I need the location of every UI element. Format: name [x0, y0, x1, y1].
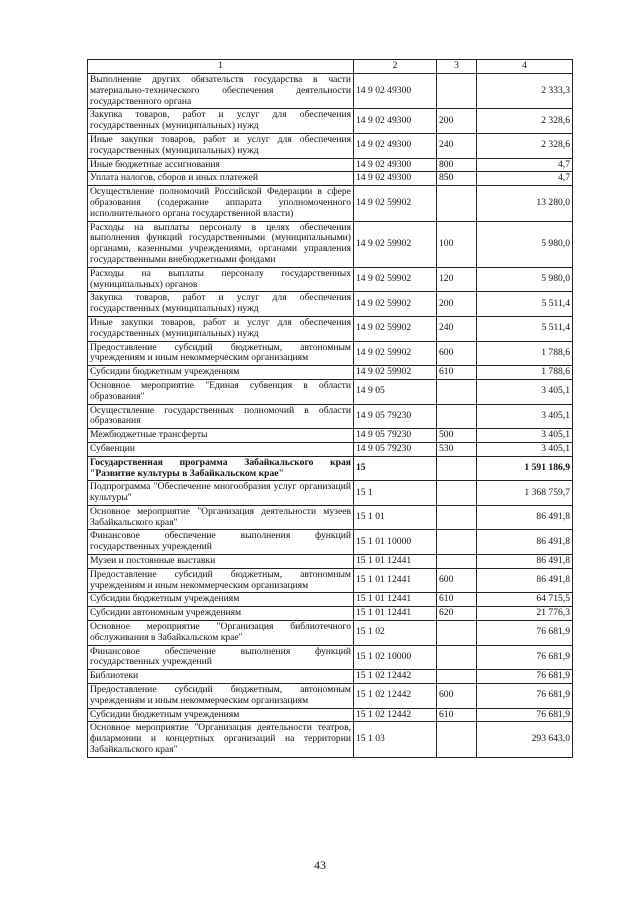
- row-type-cell: 600: [437, 341, 477, 366]
- row-type-cell: 620: [437, 607, 477, 621]
- row-name-cell: Иные закупки товаров, работ и услуг для обеспечения государственных (муниципальных) нужд: [88, 316, 354, 341]
- header-col-1: 1: [88, 60, 354, 74]
- row-code-cell: 14 9 05 79230: [354, 442, 437, 456]
- table-row: [88, 607, 573, 621]
- row-code-cell: 14 9 02 59902: [354, 366, 437, 380]
- row-sum-cell: 3 405,1: [477, 404, 573, 429]
- row-name-cell: Субсидии автономным учреждениям: [88, 607, 354, 621]
- row-sum-cell: 76 681,9: [477, 645, 573, 670]
- row-sum-cell: 76 681,9: [477, 708, 573, 722]
- table-row: [88, 172, 573, 186]
- row-sum-cell: 1 788,6: [477, 341, 573, 366]
- row-sum-cell: 5 980,0: [477, 221, 573, 267]
- row-sum-cell: 76 681,9: [477, 621, 573, 646]
- row-type-cell: 600: [437, 684, 477, 709]
- row-name-cell: Субсидии бюджетным учреждениям: [88, 593, 354, 607]
- row-type-cell: 850: [437, 172, 477, 186]
- row-code-cell: 14 9 02 59902: [354, 341, 437, 366]
- table-row: [88, 442, 573, 456]
- row-name-cell: Музеи и постоянные выставки: [88, 555, 354, 569]
- row-name-cell: Предоставление субсидий бюджетным, автономным учреждениям и иным некоммерческим организациям: [88, 568, 354, 593]
- table-row: [88, 316, 573, 341]
- row-code-cell: 14 9 02 49300: [354, 109, 437, 134]
- row-name-cell: Подпрограмма "Обеспечение многообразия услуг организаций культуры": [88, 481, 354, 506]
- row-code-cell: 15 1 01 10000: [354, 530, 437, 555]
- row-code-cell: 15 1 01 12441: [354, 593, 437, 607]
- table-row: [88, 481, 573, 506]
- budget-table-body: [88, 60, 573, 758]
- row-type-cell: [437, 621, 477, 646]
- row-name-cell: Основное мероприятие "Единая субвенция в области образования": [88, 379, 354, 404]
- row-sum-cell: 64 715,5: [477, 593, 573, 607]
- row-code-cell: 15 1: [354, 481, 437, 506]
- row-sum-cell: 4,7: [477, 158, 573, 172]
- row-name-cell: Иные бюджетные ассигнования: [88, 158, 354, 172]
- row-type-cell: [437, 481, 477, 506]
- row-name-cell: Основное мероприятие "Организация библиотечного обслуживания в Забайкальском крае": [88, 621, 354, 646]
- table-row: [88, 221, 573, 267]
- row-name-cell: Иные закупки товаров, работ и услуг для обеспечения государственных (муниципальных) нужд: [88, 133, 354, 158]
- row-type-cell: 240: [437, 133, 477, 158]
- row-sum-cell: 86 491,8: [477, 555, 573, 569]
- budget-table: [87, 59, 573, 758]
- row-type-cell: [437, 645, 477, 670]
- table-row: [88, 530, 573, 555]
- row-sum-cell: 76 681,9: [477, 670, 573, 684]
- table-header-row: [88, 60, 573, 74]
- row-sum-cell: 293 643,0: [477, 722, 573, 757]
- row-code-cell: 15 1 01 12441: [354, 555, 437, 569]
- table-row: [88, 722, 573, 757]
- row-code-cell: 15 1 02 12442: [354, 684, 437, 709]
- row-type-cell: [437, 505, 477, 530]
- table-row: [88, 505, 573, 530]
- row-name-cell: Осуществление государственных полномочий в области образования: [88, 404, 354, 429]
- row-type-cell: [437, 722, 477, 757]
- row-type-cell: 500: [437, 429, 477, 443]
- row-code-cell: 15 1 03: [354, 722, 437, 757]
- row-code-cell: 14 9 05 79230: [354, 404, 437, 429]
- row-code-cell: 15: [354, 456, 437, 481]
- row-name-cell: Субсидии бюджетным учреждениям: [88, 708, 354, 722]
- row-name-cell: Основное мероприятие "Организация деятельности музеев Забайкальского края": [88, 505, 354, 530]
- row-sum-cell: 86 491,8: [477, 530, 573, 555]
- row-type-cell: [437, 404, 477, 429]
- table-row: [88, 267, 573, 292]
- row-sum-cell: 13 280,0: [477, 186, 573, 221]
- row-type-cell: [437, 670, 477, 684]
- table-row: [88, 568, 573, 593]
- row-code-cell: 14 9 05: [354, 379, 437, 404]
- header-col-3: 3: [437, 60, 477, 74]
- row-type-cell: 610: [437, 708, 477, 722]
- row-name-cell: Основное мероприятие "Организация деятельности театров, филармонии и концертных организаций на территории Забайкальского края": [88, 722, 354, 757]
- table-row: [88, 379, 573, 404]
- row-name-cell: Финансовое обеспечение выполнения функций государственных учреждений: [88, 530, 354, 555]
- table-row: [88, 109, 573, 134]
- row-code-cell: 15 1 01 12441: [354, 607, 437, 621]
- table-row: [88, 645, 573, 670]
- row-name-cell: Выполнение других обязательств государства в части материально-технического обеспечения деятельности государственного органа: [88, 74, 354, 109]
- row-sum-cell: 5 980,0: [477, 267, 573, 292]
- row-code-cell: 14 9 02 49300: [354, 133, 437, 158]
- row-name-cell: Осуществление полномочий Российской Федерации в сфере образования (содержание аппарата уполномоченного исполнительного органа государственной власти): [88, 186, 354, 221]
- row-sum-cell: 2 333,3: [477, 74, 573, 109]
- row-name-cell: Субвенции: [88, 442, 354, 456]
- table-row: [88, 684, 573, 709]
- table-row: [88, 429, 573, 443]
- row-name-cell: Финансовое обеспечение выполнения функций государственных учреждений: [88, 645, 354, 670]
- header-col-4: 4: [477, 60, 573, 74]
- table-row: [88, 456, 573, 481]
- table-row: [88, 74, 573, 109]
- row-code-cell: 15 1 02: [354, 621, 437, 646]
- row-type-cell: [437, 530, 477, 555]
- row-type-cell: 240: [437, 316, 477, 341]
- table-row: [88, 670, 573, 684]
- row-sum-cell: 3 405,1: [477, 442, 573, 456]
- row-sum-cell: 76 681,9: [477, 684, 573, 709]
- row-type-cell: 610: [437, 593, 477, 607]
- row-name-cell: Библиотеки: [88, 670, 354, 684]
- row-name-cell: Субсидии бюджетным учреждениям: [88, 366, 354, 380]
- row-name-cell: Предоставление субсидий бюджетным, автономным учреждениям и иным некоммерческим организациям: [88, 684, 354, 709]
- row-code-cell: 14 9 02 49300: [354, 172, 437, 186]
- table-row: [88, 292, 573, 317]
- row-type-cell: 800: [437, 158, 477, 172]
- row-type-cell: [437, 456, 477, 481]
- row-code-cell: 14 9 02 49300: [354, 158, 437, 172]
- row-code-cell: 14 9 02 59902: [354, 221, 437, 267]
- header-col-2: 2: [354, 60, 437, 74]
- row-name-cell: Предоставление субсидий бюджетным, автономным учреждениям и иным некоммерческим организациям: [88, 341, 354, 366]
- table-row: [88, 404, 573, 429]
- row-sum-cell: 86 491,8: [477, 505, 573, 530]
- table-row: [88, 621, 573, 646]
- row-name-cell: Закупка товаров, работ и услуг для обеспечения государственных (муниципальных) нужд: [88, 292, 354, 317]
- row-code-cell: 14 9 02 59902: [354, 316, 437, 341]
- row-code-cell: 15 1 02 12442: [354, 708, 437, 722]
- row-sum-cell: 1 368 759,7: [477, 481, 573, 506]
- row-type-cell: 610: [437, 366, 477, 380]
- row-sum-cell: 1 591 186,9: [477, 456, 573, 481]
- row-code-cell: 15 1 02 12442: [354, 670, 437, 684]
- row-sum-cell: 1 788,6: [477, 366, 573, 380]
- row-code-cell: 14 9 02 59902: [354, 292, 437, 317]
- row-sum-cell: 86 491,8: [477, 568, 573, 593]
- table-row: [88, 341, 573, 366]
- row-type-cell: [437, 186, 477, 221]
- row-type-cell: 120: [437, 267, 477, 292]
- row-code-cell: 14 9 02 49300: [354, 74, 437, 109]
- table-row: [88, 158, 573, 172]
- row-code-cell: 15 1 01 12441: [354, 568, 437, 593]
- row-sum-cell: 4,7: [477, 172, 573, 186]
- table-row: [88, 593, 573, 607]
- row-name-cell: Закупка товаров, работ и услуг для обеспечения государственных (муниципальных) нужд: [88, 109, 354, 134]
- table-row: [88, 555, 573, 569]
- row-type-cell: [437, 379, 477, 404]
- row-code-cell: 14 9 02 59902: [354, 186, 437, 221]
- row-type-cell: 600: [437, 568, 477, 593]
- row-sum-cell: 2 328,6: [477, 109, 573, 134]
- row-sum-cell: 5 511,4: [477, 316, 573, 341]
- row-name-cell: Межбюджетные трансферты: [88, 429, 354, 443]
- row-type-cell: 530: [437, 442, 477, 456]
- row-code-cell: 14 9 05 79230: [354, 429, 437, 443]
- row-name-cell: Уплата налогов, сборов и иных платежей: [88, 172, 354, 186]
- row-code-cell: 15 1 02 10000: [354, 645, 437, 670]
- row-type-cell: 100: [437, 221, 477, 267]
- row-type-cell: 200: [437, 109, 477, 134]
- table-row: [88, 708, 573, 722]
- row-code-cell: 15 1 01: [354, 505, 437, 530]
- row-name-cell: Государственная программа Забайкальского края "Развитие культуры в Забайкальском крае": [88, 456, 354, 481]
- row-sum-cell: 3 405,1: [477, 379, 573, 404]
- table-row: [88, 186, 573, 221]
- row-sum-cell: 21 776,3: [477, 607, 573, 621]
- row-sum-cell: 5 511,4: [477, 292, 573, 317]
- page-number: 43: [314, 858, 326, 872]
- row-code-cell: 14 9 02 59902: [354, 267, 437, 292]
- row-type-cell: [437, 555, 477, 569]
- row-name-cell: Расходы на выплаты персоналу государственных (муниципальных) органов: [88, 267, 354, 292]
- row-sum-cell: 2 328,6: [477, 133, 573, 158]
- row-sum-cell: 3 405,1: [477, 429, 573, 443]
- table-row: [88, 366, 573, 380]
- table-row: [88, 133, 573, 158]
- row-name-cell: Расходы на выплаты персоналу в целях обеспечения выполнения функций государственными (муниципальными) органами, казенными учреждениями, органами управления государственными внебюджетными фондами: [88, 221, 354, 267]
- row-type-cell: [437, 74, 477, 109]
- row-type-cell: 200: [437, 292, 477, 317]
